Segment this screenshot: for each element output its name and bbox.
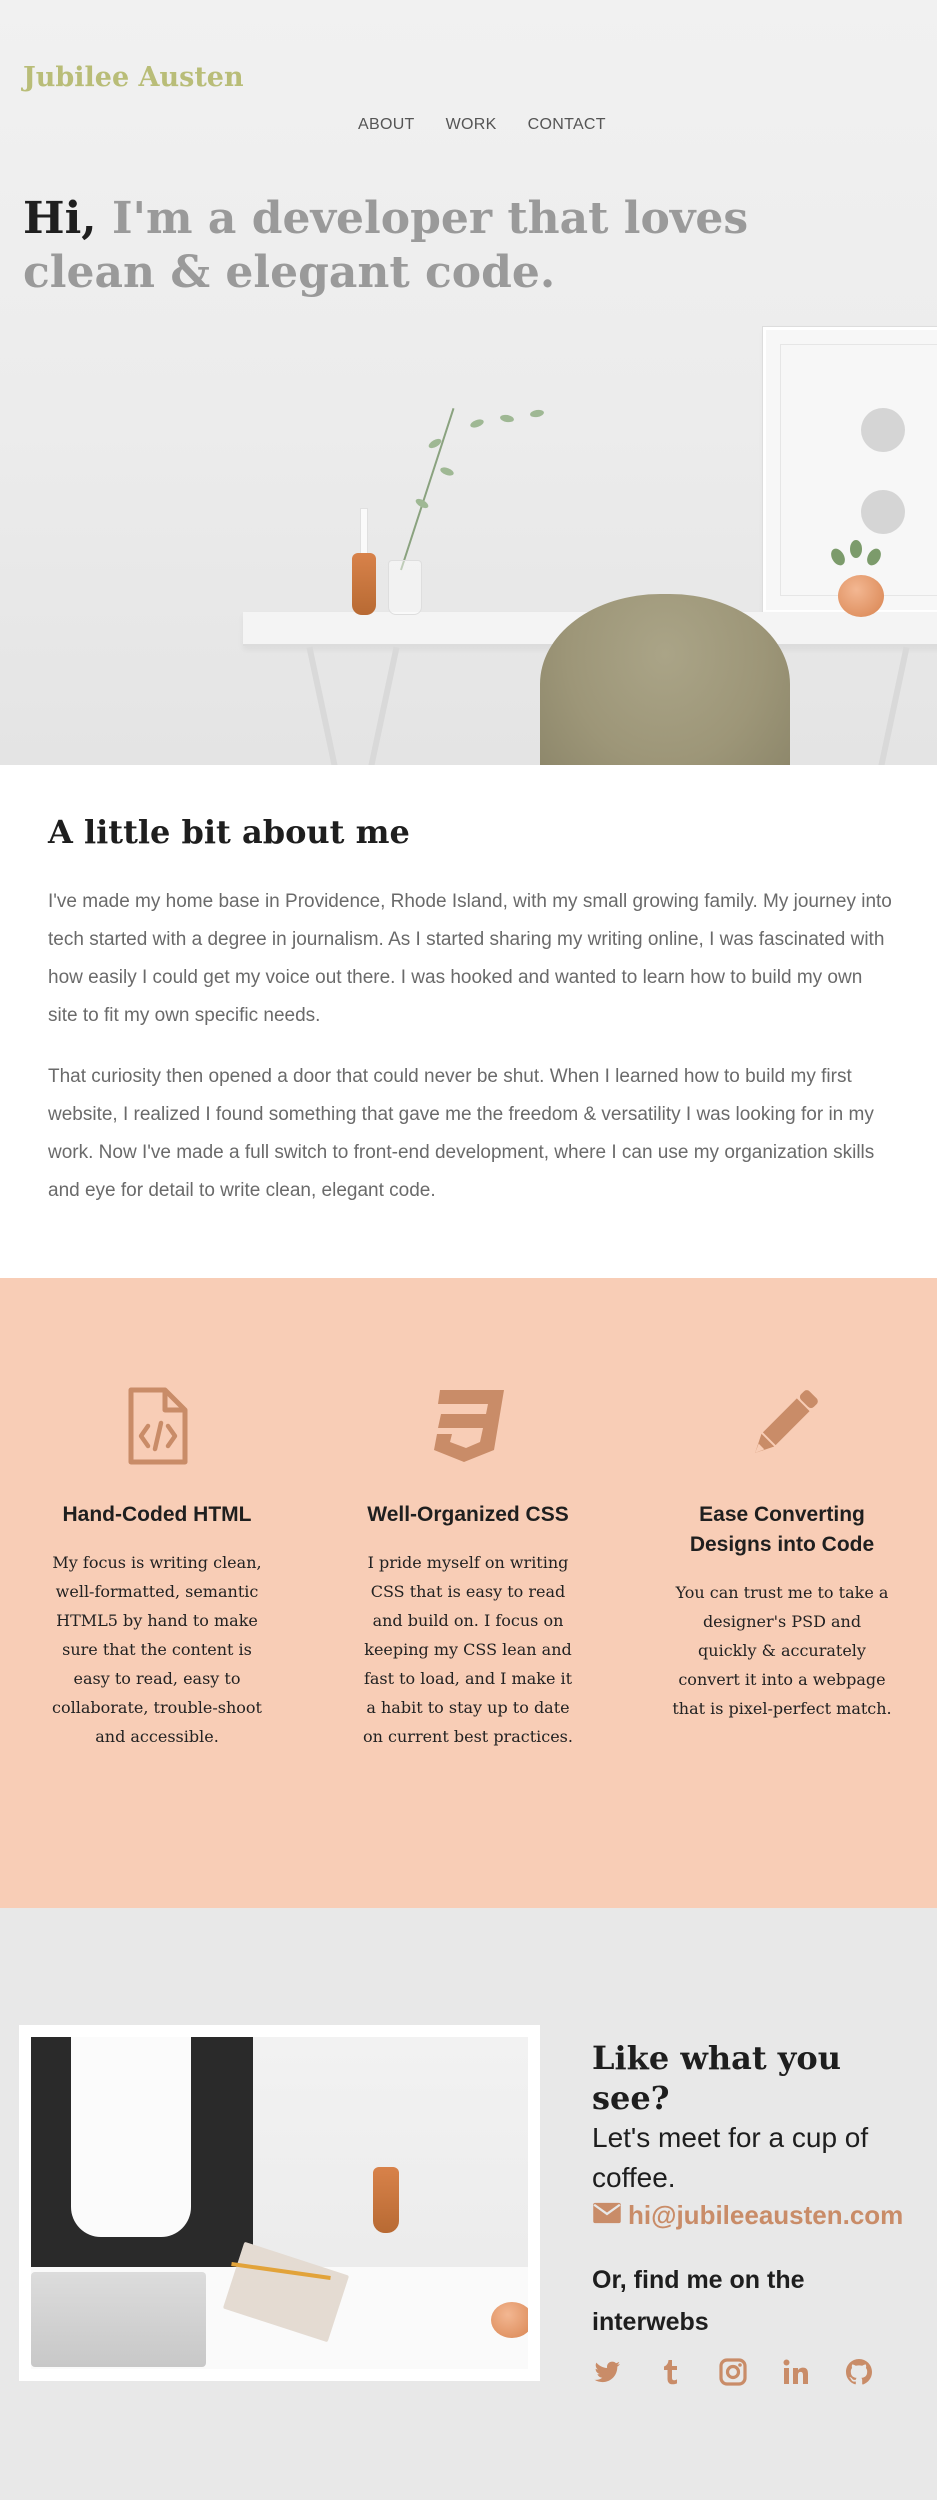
skill-card-css	[358, 1386, 578, 1751]
vase	[352, 553, 376, 615]
about-title: A little bit about me	[48, 813, 410, 851]
hero-headline-text: I'm a developer that loves clean & elegant code.	[23, 193, 749, 298]
social-links	[592, 2357, 922, 2387]
nav-item-about[interactable]: ABOUT	[358, 116, 415, 133]
twitter-icon[interactable]	[592, 2357, 622, 2387]
nav-item-contact[interactable]: CONTACT	[527, 116, 606, 133]
hero-hi: Hi,	[23, 193, 97, 244]
glass-jar	[388, 560, 422, 615]
contact-section	[0, 1908, 937, 2500]
skill-title-design: Ease Converting Designs into Code	[689, 1503, 875, 1556]
skill-card-html	[47, 1386, 267, 1751]
html-file-icon	[117, 1386, 197, 1466]
contact-subtitle: Let's meet for a cup of coffee.	[592, 2122, 869, 2193]
contact-photo	[19, 2025, 540, 2381]
pencil-icon	[742, 1386, 822, 1466]
skills-section	[0, 1278, 937, 1908]
plant-pot	[838, 575, 884, 617]
social-heading: Or, find me on the interwebs	[592, 2266, 805, 2336]
css3-icon	[428, 1386, 508, 1466]
skill-title-html: Hand-Coded HTML	[62, 1503, 252, 1526]
github-icon[interactable]	[844, 2357, 874, 2387]
brand-logo[interactable]: Jubilee Austen	[23, 62, 244, 93]
contact-cta	[592, 2038, 922, 2387]
hero-section	[0, 0, 937, 765]
skill-text-design: You can trust me to take a designer's PSD and quickly & accurately convert it into a webpage that is pixel-perfect match.	[672, 1583, 892, 1718]
envelope-icon	[592, 2200, 622, 2231]
tumblr-icon[interactable]	[655, 2357, 685, 2387]
main-nav	[358, 116, 606, 134]
instagram-icon[interactable]	[718, 2357, 748, 2387]
plant-pot	[491, 2302, 528, 2338]
email-address: hi@jubileeausten.com	[628, 2200, 904, 2230]
linkedin-icon[interactable]	[781, 2357, 811, 2387]
skill-text-css: I pride myself on writing CSS that is easy to read and build on. I focus on keeping my CSS lean and fast to load, and I make it a habit to stay up to date on current best practices.	[363, 1553, 573, 1746]
skill-title-css: Well-Organized CSS	[367, 1503, 569, 1526]
about-paragraph-1: I've made my home base in Providence, Rhode Island, with my small growing family. My journey into tech started with a degree in journalism. As I started sharing my writing online, I was fascinated with how easily I could get my voice out there. I was hooked and wanted to learn how to build my own site to fit my own specific needs.	[48, 891, 892, 1026]
nav-item-work[interactable]: WORK	[445, 116, 497, 133]
hero-headline	[23, 192, 843, 300]
wall-frame	[763, 327, 937, 613]
about-paragraph-2: That curiosity then opened a door that could never be shut. When I learned how to build my first website, I realized I found something that gave me the freedom & versatility I was looking for in my work. Now I've made a full switch to front-end development, where I can use my organization skills and eye for detail to write clean, elegant code.	[48, 1066, 875, 1201]
laptop	[31, 2272, 206, 2367]
chair	[540, 594, 790, 765]
skill-text-html: My focus is writing clean, well-formatted, semantic HTML5 by hand to make sure that the content is easy to read, easy to collaborate, trouble-shoot and accessible.	[52, 1553, 262, 1746]
skill-card-design	[672, 1386, 892, 1723]
contact-title: Like what you see?	[592, 2039, 841, 2117]
candle	[360, 508, 368, 554]
about-section	[0, 765, 937, 1278]
vase	[373, 2167, 399, 2233]
email-link[interactable]	[592, 2200, 922, 2231]
